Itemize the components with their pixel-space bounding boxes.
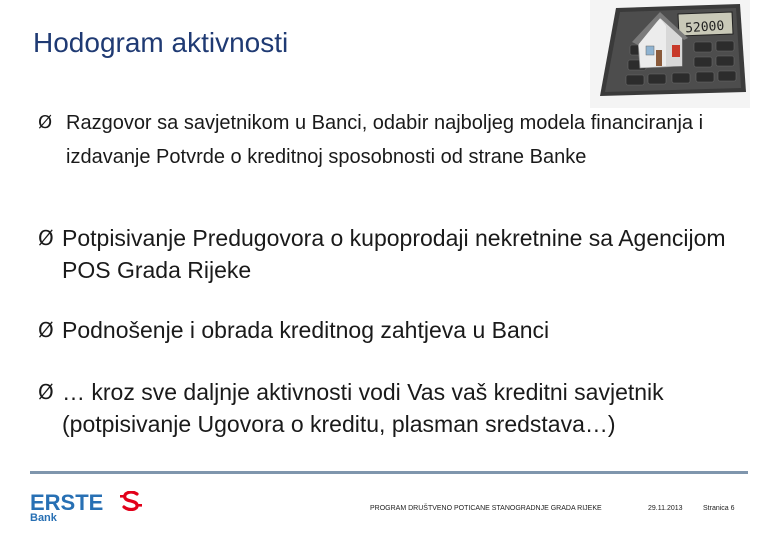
footer-date: 29.11.2013 <box>648 505 683 512</box>
bullet-text: Podnošenje i obrada kreditnog zahtjeva u Banci <box>62 317 550 343</box>
slide-title: Hodogram aktivnosti <box>33 27 289 58</box>
arrow-bullet-icon: Ø <box>38 318 54 342</box>
bullet-item <box>38 314 758 346</box>
bullet-text: … kroz sve daljnje aktivnosti vodi Vas vaš kreditni savjetnik (potpisivanje Ugovora o kreditu, plasman sredstava…) <box>62 379 664 437</box>
arrow-bullet-icon: Ø <box>38 226 54 250</box>
footer-program: PROGRAM DRUŠTVENO POTICANE STANOGRADNJE GRADA RIJEKE <box>370 505 602 512</box>
bullet-item <box>38 222 758 286</box>
logo-wordmark: ERSTE <box>30 490 104 515</box>
arrow-bullet-icon: Ø <box>38 380 54 404</box>
calculator-house-image <box>590 0 750 108</box>
footer-divider <box>30 471 748 474</box>
bullet-item <box>38 106 758 174</box>
calculator-display-text: 52000 <box>684 18 725 37</box>
bullet-text: Potpisivanje Predugovora o kupoprodaji nekretnine sa Agencijom POS Grada Rijeke <box>62 225 726 283</box>
erste-s-mark-icon <box>119 491 143 511</box>
bullet-text: Razgovor sa savjetnikom u Banci, odabir najboljeg modela financiranja i izdavanje Potvrde o kreditnoj sposobnosti od strane Banke <box>66 112 704 168</box>
footer-page-number: Stranica 6 <box>703 505 735 512</box>
arrow-bullet-icon: Ø <box>38 112 53 133</box>
bullet-item <box>38 376 758 440</box>
logo-subtext: Bank <box>30 512 57 524</box>
